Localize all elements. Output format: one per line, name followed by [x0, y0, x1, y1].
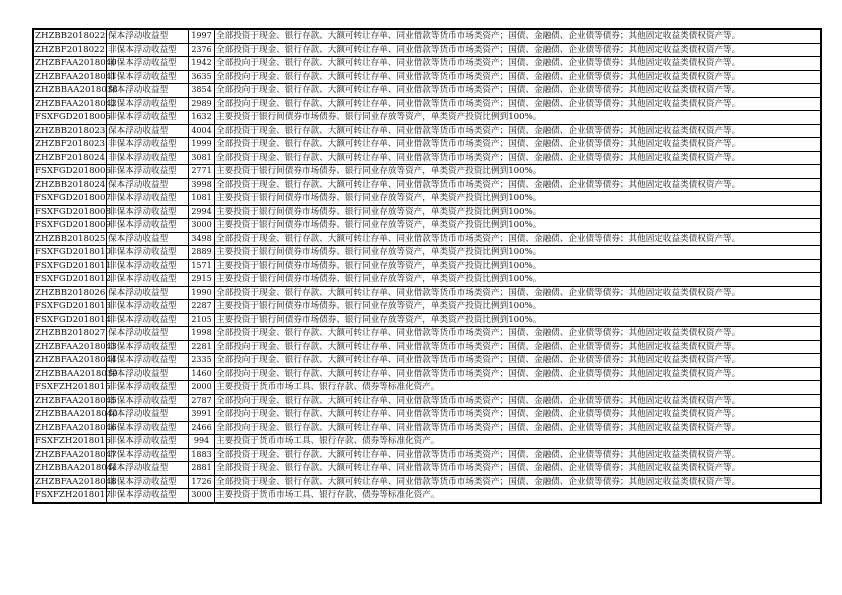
amount-cell: 1999: [189, 138, 215, 152]
income-type-cell: 非保本浮动收益型: [107, 70, 189, 84]
income-type-cell: 非保本浮动收益型: [107, 435, 189, 449]
product-code-cell: ZHZBFAA2018047: [35, 449, 117, 460]
product-code-cell: FSXFGD2018005: [35, 112, 111, 123]
amount-cell: 3635: [189, 70, 215, 84]
amount-cell: 2376: [189, 43, 215, 57]
table-row: [33, 462, 821, 476]
income-type-cell: 保本浮动收益型: [107, 178, 189, 192]
amount-cell: 2105: [189, 313, 215, 327]
investment-scope-cell: 全部投资于现金、银行存款、大额可转让存单、同业借款等货币市场类资产；国债、金融债、企业债等债券；其他固定收益类债权资产等。: [215, 151, 822, 165]
amount-cell: 1571: [189, 259, 215, 273]
product-code-cell: ZHZBFAA2018045: [35, 395, 117, 406]
product-code-cell: ZHZBB2018027: [35, 328, 106, 339]
product-code-cell: FSXFGD2018011: [35, 260, 111, 271]
income-type-cell: 非保本浮动收益型: [107, 381, 189, 395]
product-code-cell: ZHZBFAA2018041: [35, 71, 117, 82]
income-type-cell: 非保本浮动收益型: [107, 313, 189, 327]
table-row: [33, 151, 821, 165]
amount-cell: 1081: [189, 192, 215, 206]
product-code-cell: FSXFZH2018015: [35, 382, 111, 393]
amount-cell: 2994: [189, 205, 215, 219]
amount-cell: 2915: [189, 273, 215, 287]
product-code-cell: FSXFGD2018009: [35, 220, 111, 231]
product-code-cell: ZHZBB2018026: [35, 287, 106, 298]
product-code-cell: ZHZBBAA2018041: [35, 463, 118, 474]
table-row: [33, 273, 821, 287]
investment-scope-cell: 主要投资于银行间债券市场债券、银行同业存放等资产，单类资产投资比例到100%。: [215, 205, 822, 219]
product-code-cell: ZHZBB2018022: [33, 29, 107, 43]
product-code-cell: ZHZBF2018024: [35, 152, 105, 163]
investment-scope-cell: 全部投资于现金、银行存款、大额可转让存单、同业借款等货币市场类资产；国债、金融债、企业债等债券；其他固定收益类债权资产等。: [215, 462, 822, 476]
income-type-cell: 保本浮动收益型: [107, 327, 189, 341]
investment-scope-cell: 主要投资于货币市场工具、银行存款、债券等标准化资产。: [215, 381, 822, 395]
income-type-cell: 非保本浮动收益型: [107, 57, 189, 71]
table-row: [33, 219, 821, 233]
amount-cell: 3991: [189, 408, 215, 422]
table-row: [33, 367, 821, 381]
product-code-cell: ZHZBB2018024: [35, 179, 106, 190]
investment-scope-cell: 主要投资于银行间债券市场债券、银行同业存放等资产，单类资产投资比例到100%。: [215, 219, 822, 233]
product-code-cell: ZHZBB2018025: [35, 233, 106, 244]
table-row: [33, 259, 821, 273]
income-type-cell: 非保本浮动收益型: [107, 192, 189, 206]
table-row: [33, 408, 821, 422]
product-code-cell: ZHZBBAA2018038: [35, 85, 118, 96]
investment-scope-cell: 主要投资于银行间债券市场债券、银行同业存放等资产，单类资产投资比例到100%。: [215, 192, 822, 206]
amount-cell: 3854: [189, 84, 215, 98]
income-type-cell: 保本浮动收益型: [107, 84, 189, 98]
amount-cell: 1632: [189, 111, 215, 125]
income-type-cell: 非保本浮动收益型: [107, 340, 189, 354]
income-type-cell: 非保本浮动收益型: [107, 138, 189, 152]
investment-scope-cell: 全部投向于现金、银行存款、大额可转让存单、同业借款等货币市场类资产；国债、金融债、企业债等债券；其他固定收益类债权资产等。: [215, 367, 822, 381]
amount-cell: 1726: [189, 475, 215, 489]
amount-cell: 2466: [189, 421, 215, 435]
income-type-cell: 非保本浮动收益型: [107, 111, 189, 125]
income-type-cell: 非保本浮动收益型: [107, 489, 189, 503]
table-row: [33, 340, 821, 354]
investment-scope-cell: 主要投资于货币市场工具、银行存款、债券等标准化资产。: [215, 435, 822, 449]
amount-cell: 1883: [189, 448, 215, 462]
income-type-cell: 非保本浮动收益型: [107, 300, 189, 314]
amount-cell: 2889: [189, 246, 215, 260]
product-code-cell: FSXFGD2018010: [35, 247, 111, 258]
amount-cell: 1997: [189, 29, 215, 43]
investment-scope-cell: 全部投资于现金、银行存款、大额可转让存单、同业借款等货币市场类资产；国债、金融债、企业债等债券；其他固定收益类债权资产等。: [215, 178, 822, 192]
amount-cell: 2989: [189, 97, 215, 111]
amount-cell: 994: [189, 435, 215, 449]
investment-scope-cell: 全部投资于现金、银行存款、大额可转让存单、同业借款等货币市场类资产；国债、金融债、企业债等债券；其他固定收益类债权资产等。: [215, 232, 822, 246]
table-row: [33, 381, 821, 395]
amount-cell: 3081: [189, 151, 215, 165]
amount-cell: 3498: [189, 232, 215, 246]
table-row: [33, 286, 821, 300]
investment-scope-cell: 全部投向于现金、银行存款、大额可转让存单、同业借款等货币市场类资产；国债、金融债、企业债等债券；其他固定收益类债权资产等。: [215, 354, 822, 368]
table-row: [33, 475, 821, 489]
product-code-cell: FSXFGD2018013: [35, 301, 111, 312]
amount-cell: 4004: [189, 124, 215, 138]
investment-scope-cell: 主要投资于银行间债券市场债券、银行同业存放等资产，单类资产投资比例到100%。: [215, 300, 822, 314]
table-row: [33, 354, 821, 368]
income-type-cell: 非保本浮动收益型: [107, 448, 189, 462]
income-type-cell: 非保本浮动收益型: [107, 205, 189, 219]
product-code-cell: ZHZBFAA2018046: [35, 422, 117, 433]
table-row: [33, 327, 821, 341]
investment-scope-cell: 主要投资于银行间债券市场债券、银行同业存放等资产，单类资产投资比例到100%。: [215, 273, 822, 287]
income-type-cell: 非保本浮动收益型: [107, 273, 189, 287]
income-type-cell: 保本浮动收益型: [107, 408, 189, 422]
investment-scope-cell: 主要投资于银行间债券市场债券、银行同业存放等资产，单类资产投资比例到100%。: [215, 111, 822, 125]
product-code-cell: ZHZBFAA2018042: [35, 98, 117, 109]
amount-cell: 2881: [189, 462, 215, 476]
investment-scope-cell: 全部投资于现金、银行存款、大额可转让存单、同业借款等货币市场类资产；国债、金融债、企业债等债券；其他固定收益类债权资产等。: [215, 43, 822, 57]
income-type-cell: 非保本浮动收益型: [107, 354, 189, 368]
income-type-cell: 非保本浮动收益型: [107, 43, 189, 57]
amount-cell: 3000: [189, 219, 215, 233]
amount-cell: 2000: [189, 381, 215, 395]
product-code-cell: FSXFGD2018012: [35, 274, 111, 285]
table-row: [33, 394, 821, 408]
product-code-cell: ZHZBBAA2018040: [35, 409, 118, 420]
investment-scope-cell: 主要投资于货币市场工具、银行存款、债券等标准化资产。: [215, 489, 822, 503]
table-row: [33, 232, 821, 246]
investment-scope-cell: 全部投向于现金、银行存款、大额可转让存单、同业借款等货币市场类资产；国债、金融债、企业债等债券；其他固定收益类债权资产等。: [215, 97, 822, 111]
income-type-cell: 保本浮动收益型: [107, 286, 189, 300]
product-code-cell: ZHZBF2018023: [35, 139, 105, 150]
income-type-cell: 非保本浮动收益型: [107, 246, 189, 260]
table-row: [33, 165, 821, 179]
table-row: [33, 124, 821, 138]
product-code-cell: FSXFGD2018006: [35, 166, 111, 177]
investment-scope-cell: 全部投向于现金、银行存款、大额可转让存单、同业借款等货币市场类资产；国债、金融债、企业债等债券；其他固定收益类债权资产等。: [215, 421, 822, 435]
table-row: [33, 111, 821, 125]
investment-scope-cell: 全部投向于现金、银行存款、大额可转让存单、同业借款等货币市场类资产；国债、金融债、企业债等债券；其他固定收益类债权资产等。: [215, 70, 822, 84]
investment-scope-cell: 主要投资于银行间债券市场债券、银行同业存放等资产，单类资产投资比例到100%。: [215, 259, 822, 273]
amount-cell: 1998: [189, 327, 215, 341]
investment-scope-cell: 主要投资于银行间债券市场债券、银行同业存放等资产，单类资产投资比例到100%。: [215, 313, 822, 327]
investment-scope-cell: 全部投向于现金、银行存款、大额可转让存单、同业借款等货币市场类资产；国债、金融债、企业债等债券；其他固定收益类债权资产等。: [215, 340, 822, 354]
table-row: [33, 84, 821, 98]
income-type-cell: 非保本浮动收益型: [107, 151, 189, 165]
amount-cell: 2287: [189, 300, 215, 314]
income-type-cell: 非保本浮动收益型: [107, 421, 189, 435]
investment-scope-cell: 全部投向于现金、银行存款、大额可转让存单、同业借款等货币市场类资产；国债、金融债、企业债等债券；其他固定收益类债权资产等。: [215, 57, 822, 71]
product-code-cell: ZHZBFAA2018044: [35, 355, 117, 366]
investment-scope-cell: 全部投向于现金、银行存款、大额可转让存单、同业借款等货币市场类资产；国债、金融债、企业债等债券；其他固定收益类债权资产等。: [215, 84, 822, 98]
income-type-cell: 非保本浮动收益型: [107, 475, 189, 489]
investment-scope-cell: 主要投资于银行间债券市场债券、银行同业存放等资产，单类资产投资比例到100%。: [215, 246, 822, 260]
table-row: [33, 178, 821, 192]
investment-scope-cell: 全部投资于现金、银行存款、大额可转让存单、同业借款等货币市场类资产；国债、金融债、企业债等债券；其他固定收益类债权资产等。: [215, 29, 822, 43]
table-row: [33, 97, 821, 111]
income-type-cell: 保本浮动收益型: [107, 124, 189, 138]
table-row: [33, 421, 821, 435]
amount-cell: 2335: [189, 354, 215, 368]
product-code-cell: FSXFGD2018008: [35, 206, 111, 217]
income-type-cell: 非保本浮动收益型: [107, 219, 189, 233]
investment-scope-cell: 全部投资于现金、银行存款、大额可转让存单、同业借款等货币市场类资产；国债、金融债、企业债等债券；其他固定收益类债权资产等。: [215, 124, 822, 138]
table-row: [33, 138, 821, 152]
product-table: [32, 28, 822, 504]
table-row: [33, 205, 821, 219]
amount-cell: 1460: [189, 367, 215, 381]
investment-scope-cell: 全部投资于现金、银行存款、大额可转让存单、同业借款等货币市场类资产；国债、金融债、企业债等债券；其他固定收益类债权资产等。: [215, 475, 822, 489]
table-row: [33, 246, 821, 260]
product-code-cell: ZHZBFAA2018040: [35, 58, 117, 69]
income-type-cell: 非保本浮动收益型: [107, 165, 189, 179]
product-code-cell: ZHZBFAA2018043: [35, 341, 117, 352]
amount-cell: 2281: [189, 340, 215, 354]
table-row: [33, 435, 821, 449]
table-row: [33, 29, 821, 43]
investment-scope-cell: 全部投资于现金、银行存款、大额可转让存单、同业借款等货币市场类资产；国债、金融债、企业债等债券；其他固定收益类债权资产等。: [215, 448, 822, 462]
investment-scope-cell: 全部投资于现金、银行存款、大额可转让存单、同业借款等货币市场类资产；国债、金融债、企业债等债券；其他固定收益类债权资产等。: [215, 286, 822, 300]
amount-cell: 3998: [189, 178, 215, 192]
product-code-cell: ZHZBBAA2018039: [35, 368, 118, 379]
table-row: [33, 300, 821, 314]
income-type-cell: 非保本浮动收益型: [107, 259, 189, 273]
table-row: [33, 57, 821, 71]
income-type-cell: 非保本浮动收益型: [107, 394, 189, 408]
product-code-cell: ZHZBFAA2018048: [35, 476, 117, 487]
amount-cell: 2771: [189, 165, 215, 179]
investment-scope-cell: 主要投资于银行间债券市场债券、银行同业存放等资产，单类资产投资比例到100%。: [215, 165, 822, 179]
product-code-cell: ZHZBF2018022: [35, 44, 105, 55]
product-code-cell: FSXFGD2018014: [35, 314, 111, 325]
investment-scope-cell: 全部投向于现金、银行存款、大额可转让存单、同业借款等货币市场类资产；国债、金融债、企业债等债券；其他固定收益类债权资产等。: [215, 394, 822, 408]
table-row: [33, 313, 821, 327]
product-code-cell: FSXFZH2018016: [35, 436, 111, 447]
product-code-cell: ZHZBB2018023: [35, 125, 106, 136]
income-type-cell: 保本浮动收益型: [107, 462, 189, 476]
income-type-cell: 保本浮动收益型: [107, 29, 189, 43]
table-row: [33, 192, 821, 206]
investment-scope-cell: 全部投资于现金、银行存款、大额可转让存单、同业借款等货币市场类资产；国债、金融债、企业债等债券；其他固定收益类债权资产等。: [215, 327, 822, 341]
product-code-cell: FSXFZH2018017: [33, 489, 107, 503]
amount-cell: 2787: [189, 394, 215, 408]
table-row: [33, 70, 821, 84]
income-type-cell: 非保本浮动收益型: [107, 97, 189, 111]
amount-cell: 1942: [189, 57, 215, 71]
table-row: [33, 448, 821, 462]
investment-scope-cell: 全部投向于现金、银行存款、大额可转让存单、同业借款等货币市场类资产；国债、金融债、企业债等债券；其他固定收益类债权资产等。: [215, 408, 822, 422]
amount-cell: 3000: [189, 489, 215, 503]
table-row: [33, 489, 821, 503]
income-type-cell: 保本浮动收益型: [107, 367, 189, 381]
product-code-cell: FSXFGD2018007: [35, 193, 111, 204]
income-type-cell: 保本浮动收益型: [107, 232, 189, 246]
amount-cell: 1990: [189, 286, 215, 300]
table-row: [33, 43, 821, 57]
investment-scope-cell: 全部投资于现金、银行存款、大额可转让存单、同业借款等货币市场类资产；国债、金融债、企业债等债券；其他固定收益类债权资产等。: [215, 138, 822, 152]
